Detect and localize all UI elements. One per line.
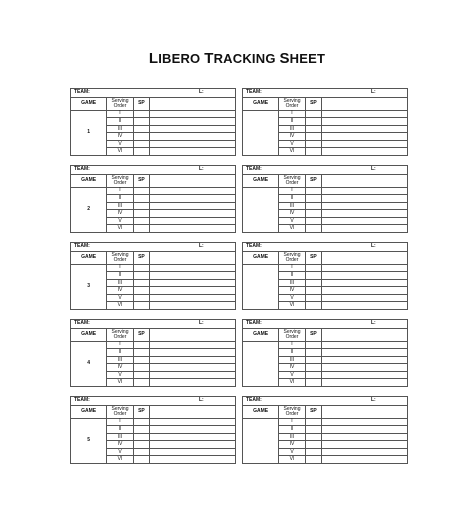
rotation-label: II — [107, 118, 133, 126]
blank-cell — [322, 405, 408, 418]
sp-cell[interactable] — [305, 287, 322, 295]
blank-cell — [150, 251, 236, 264]
sp-cell[interactable] — [133, 187, 150, 195]
sp-cell[interactable] — [305, 264, 322, 272]
entry-cell[interactable] — [322, 341, 408, 349]
game-label: GAME — [71, 405, 107, 418]
entry-cell[interactable] — [150, 133, 236, 141]
tracking-table-left — [70, 88, 236, 156]
team-label: TEAM: — [74, 320, 90, 326]
serving-order-label: Serving Order — [107, 328, 133, 341]
sp-cell[interactable] — [133, 125, 150, 133]
blank-cell — [150, 97, 236, 110]
rotation-label: I — [279, 187, 305, 195]
game-label: GAME — [71, 97, 107, 110]
serving-order-label: Serving Order — [107, 174, 133, 187]
entry-cell[interactable] — [150, 448, 236, 456]
sp-cell[interactable] — [305, 341, 322, 349]
sp-cell[interactable] — [305, 441, 322, 449]
rotation-label: IV — [107, 364, 133, 372]
rotation-label: IV — [279, 133, 305, 141]
game-number — [243, 187, 279, 232]
rotation-label: I — [279, 110, 305, 118]
rotation-label: V — [279, 371, 305, 379]
rotation-label: I — [107, 187, 133, 195]
rotation-label: I — [107, 341, 133, 349]
entry-cell[interactable] — [150, 217, 236, 225]
rotation-label: V — [107, 140, 133, 148]
game-label: GAME — [243, 328, 279, 341]
rotation-label: I — [279, 264, 305, 272]
entry-cell[interactable] — [322, 426, 408, 434]
team-header — [243, 166, 408, 175]
rotation-label: II — [279, 426, 305, 434]
sp-cell[interactable] — [305, 210, 322, 218]
sp-cell[interactable] — [133, 379, 150, 387]
serving-order-label: Serving Order — [279, 174, 305, 187]
game-number: 4 — [71, 341, 107, 386]
sp-cell[interactable] — [133, 133, 150, 141]
entry-cell[interactable] — [322, 133, 408, 141]
game-label: GAME — [71, 174, 107, 187]
tracking-table-right — [242, 396, 408, 464]
sp-cell[interactable] — [305, 349, 322, 357]
sp-cell[interactable] — [305, 448, 322, 456]
sp-label: SP — [133, 328, 150, 341]
rotation-label: II — [107, 195, 133, 203]
blank-cell — [322, 251, 408, 264]
entry-cell[interactable] — [322, 294, 408, 302]
entry-cell[interactable] — [150, 287, 236, 295]
tracking-table-left — [70, 165, 236, 233]
entry-cell[interactable] — [150, 210, 236, 218]
tracking-table-right — [242, 242, 408, 310]
entry-cell[interactable] — [322, 125, 408, 133]
sp-cell[interactable] — [305, 202, 322, 210]
tracking-grid — [70, 88, 408, 473]
game-number — [243, 264, 279, 309]
game-label: GAME — [243, 251, 279, 264]
rotation-label: III — [107, 202, 133, 210]
tracking-table-left — [70, 319, 236, 387]
team-header — [243, 397, 408, 406]
game-label: GAME — [71, 328, 107, 341]
entry-cell[interactable] — [322, 110, 408, 118]
entry-cell[interactable] — [150, 356, 236, 364]
entry-cell[interactable] — [322, 287, 408, 295]
rotation-label: V — [279, 448, 305, 456]
sp-label: SP — [133, 97, 150, 110]
rotation-label: V — [279, 217, 305, 225]
entry-cell[interactable] — [322, 364, 408, 372]
rotation-label: III — [279, 125, 305, 133]
blank-cell — [322, 174, 408, 187]
entry-cell[interactable] — [150, 294, 236, 302]
sp-cell[interactable] — [133, 140, 150, 148]
rotation-label: III — [279, 356, 305, 364]
rotation-label: I — [279, 341, 305, 349]
tracking-table-right — [242, 88, 408, 156]
rotation-label: II — [279, 195, 305, 203]
entry-cell[interactable] — [322, 225, 408, 233]
game-label: GAME — [243, 405, 279, 418]
sp-cell[interactable] — [305, 125, 322, 133]
team-header — [71, 243, 236, 252]
sp-cell[interactable] — [133, 279, 150, 287]
entry-cell[interactable] — [322, 264, 408, 272]
entry-cell[interactable] — [150, 456, 236, 464]
entry-cell[interactable] — [150, 140, 236, 148]
sp-cell[interactable] — [133, 426, 150, 434]
sp-cell[interactable] — [133, 272, 150, 280]
rotation-label: I — [107, 418, 133, 426]
entry-cell[interactable] — [150, 148, 236, 156]
team-header — [71, 397, 236, 406]
blank-cell — [150, 328, 236, 341]
team-label: TEAM: — [246, 320, 262, 326]
team-header — [71, 166, 236, 175]
sp-cell[interactable] — [133, 349, 150, 357]
rotation-label: VI — [107, 225, 133, 233]
libero-label: L: — [199, 166, 204, 172]
sp-cell[interactable] — [305, 272, 322, 280]
sp-label: SP — [305, 251, 322, 264]
sp-cell[interactable] — [305, 133, 322, 141]
team-label: TEAM: — [246, 166, 262, 172]
libero-label: L: — [199, 320, 204, 326]
sp-cell[interactable] — [133, 341, 150, 349]
entry-cell[interactable] — [322, 433, 408, 441]
game-number: 3 — [71, 264, 107, 309]
entry-cell[interactable] — [150, 379, 236, 387]
rotation-label: II — [107, 272, 133, 280]
team-header — [243, 243, 408, 252]
entry-cell[interactable] — [322, 140, 408, 148]
game-row — [70, 88, 408, 156]
sp-cell[interactable] — [133, 371, 150, 379]
sp-label: SP — [305, 328, 322, 341]
entry-cell[interactable] — [150, 195, 236, 203]
rotation-label: IV — [107, 133, 133, 141]
sp-cell[interactable] — [305, 418, 322, 426]
rotation-label: V — [279, 294, 305, 302]
entry-cell[interactable] — [322, 302, 408, 310]
tracking-table-right — [242, 165, 408, 233]
entry-cell[interactable] — [150, 341, 236, 349]
sp-label: SP — [133, 174, 150, 187]
sp-cell[interactable] — [133, 264, 150, 272]
sp-cell[interactable] — [305, 356, 322, 364]
entry-cell[interactable] — [150, 264, 236, 272]
rotation-label: IV — [279, 441, 305, 449]
entry-cell[interactable] — [322, 441, 408, 449]
game-row — [70, 396, 408, 464]
entry-cell[interactable] — [150, 279, 236, 287]
sp-cell[interactable] — [305, 379, 322, 387]
rotation-label: I — [107, 110, 133, 118]
rotation-label: II — [107, 426, 133, 434]
team-label: TEAM: — [246, 397, 262, 403]
sp-cell[interactable] — [133, 195, 150, 203]
sp-label: SP — [305, 97, 322, 110]
entry-cell[interactable] — [322, 356, 408, 364]
game-row — [70, 165, 408, 233]
serving-order-label: Serving Order — [279, 328, 305, 341]
sp-cell[interactable] — [133, 217, 150, 225]
sp-cell[interactable] — [133, 210, 150, 218]
serving-order-label: Serving Order — [107, 405, 133, 418]
game-number: 2 — [71, 187, 107, 232]
rotation-label: IV — [279, 364, 305, 372]
sp-cell[interactable] — [133, 302, 150, 310]
rotation-label: II — [279, 118, 305, 126]
entry-cell[interactable] — [150, 125, 236, 133]
entry-cell[interactable] — [322, 148, 408, 156]
blank-cell — [322, 97, 408, 110]
entry-cell[interactable] — [150, 418, 236, 426]
rotation-label: III — [107, 356, 133, 364]
entry-cell[interactable] — [150, 272, 236, 280]
rotation-label: IV — [107, 441, 133, 449]
team-label: TEAM: — [74, 397, 90, 403]
rotation-label: V — [107, 217, 133, 225]
sp-cell[interactable] — [133, 148, 150, 156]
entry-cell[interactable] — [150, 441, 236, 449]
libero-label: L: — [199, 89, 204, 95]
tracking-table-left — [70, 242, 236, 310]
game-number: 5 — [71, 418, 107, 463]
sp-cell[interactable] — [133, 202, 150, 210]
serving-order-label: Serving Order — [279, 97, 305, 110]
rotation-label: VI — [279, 379, 305, 387]
sp-cell[interactable] — [133, 294, 150, 302]
team-label: TEAM: — [246, 89, 262, 95]
libero-label: L: — [371, 320, 376, 326]
game-row — [70, 242, 408, 310]
team-label: TEAM: — [74, 166, 90, 172]
entry-cell[interactable] — [322, 118, 408, 126]
sp-cell[interactable] — [305, 294, 322, 302]
sp-cell[interactable] — [305, 225, 322, 233]
page-title: LIBERO TRACKING SHEET — [148, 50, 326, 67]
rotation-label: VI — [279, 456, 305, 464]
entry-cell[interactable] — [322, 202, 408, 210]
rotation-label: VI — [107, 456, 133, 464]
sp-cell[interactable] — [133, 441, 150, 449]
entry-cell[interactable] — [322, 195, 408, 203]
libero-label: L: — [199, 243, 204, 249]
rotation-label: V — [107, 294, 133, 302]
rotation-label: VI — [279, 302, 305, 310]
entry-cell[interactable] — [150, 110, 236, 118]
rotation-label: III — [279, 433, 305, 441]
rotation-label: V — [107, 448, 133, 456]
sp-cell[interactable] — [133, 118, 150, 126]
game-number — [243, 110, 279, 155]
rotation-label: VI — [107, 148, 133, 156]
entry-cell[interactable] — [150, 364, 236, 372]
sp-cell[interactable] — [133, 110, 150, 118]
game-label: GAME — [243, 174, 279, 187]
game-row — [70, 319, 408, 387]
entry-cell[interactable] — [322, 272, 408, 280]
rotation-label: III — [107, 279, 133, 287]
rotation-label: V — [107, 371, 133, 379]
sp-cell[interactable] — [305, 118, 322, 126]
entry-cell[interactable] — [150, 118, 236, 126]
entry-cell[interactable] — [322, 187, 408, 195]
sp-cell[interactable] — [133, 456, 150, 464]
team-header — [71, 89, 236, 98]
rotation-label: III — [279, 202, 305, 210]
serving-order-label: Serving Order — [107, 97, 133, 110]
rotation-label: VI — [107, 379, 133, 387]
sp-label: SP — [305, 174, 322, 187]
blank-cell — [150, 405, 236, 418]
rotation-label: II — [107, 349, 133, 357]
sp-cell[interactable] — [305, 371, 322, 379]
sp-cell[interactable] — [305, 217, 322, 225]
sp-cell[interactable] — [305, 187, 322, 195]
sp-cell[interactable] — [133, 364, 150, 372]
team-label: TEAM: — [246, 243, 262, 249]
entry-cell[interactable] — [150, 349, 236, 357]
game-number: 1 — [71, 110, 107, 155]
sp-cell[interactable] — [133, 448, 150, 456]
rotation-label: VI — [107, 302, 133, 310]
libero-label: L: — [371, 166, 376, 172]
game-label: GAME — [243, 97, 279, 110]
tracking-table-left — [70, 396, 236, 464]
entry-cell[interactable] — [150, 225, 236, 233]
sp-cell[interactable] — [305, 426, 322, 434]
entry-cell[interactable] — [150, 187, 236, 195]
libero-label: L: — [371, 243, 376, 249]
entry-cell[interactable] — [322, 379, 408, 387]
sp-cell[interactable] — [305, 279, 322, 287]
sp-cell[interactable] — [305, 110, 322, 118]
rotation-label: I — [107, 264, 133, 272]
tracking-table-right — [242, 319, 408, 387]
serving-order-label: Serving Order — [107, 251, 133, 264]
sp-cell[interactable] — [133, 433, 150, 441]
entry-cell[interactable] — [150, 426, 236, 434]
team-header — [71, 320, 236, 329]
sp-cell[interactable] — [133, 356, 150, 364]
entry-cell[interactable] — [322, 448, 408, 456]
team-header — [243, 320, 408, 329]
entry-cell[interactable] — [322, 418, 408, 426]
entry-cell[interactable] — [322, 210, 408, 218]
rotation-label: IV — [107, 210, 133, 218]
sp-label: SP — [305, 405, 322, 418]
sp-label: SP — [133, 405, 150, 418]
rotation-label: V — [279, 140, 305, 148]
rotation-label: VI — [279, 148, 305, 156]
entry-cell[interactable] — [322, 279, 408, 287]
entry-cell[interactable] — [322, 349, 408, 357]
rotation-label: I — [279, 418, 305, 426]
rotation-label: II — [279, 349, 305, 357]
serving-order-label: Serving Order — [279, 405, 305, 418]
blank-cell — [150, 174, 236, 187]
blank-cell — [322, 328, 408, 341]
game-number — [243, 418, 279, 463]
rotation-label: III — [279, 279, 305, 287]
rotation-label: III — [107, 433, 133, 441]
game-number — [243, 341, 279, 386]
sp-cell[interactable] — [133, 418, 150, 426]
entry-cell[interactable] — [322, 217, 408, 225]
sp-cell[interactable] — [305, 364, 322, 372]
team-label: TEAM: — [74, 243, 90, 249]
sp-cell[interactable] — [305, 148, 322, 156]
serving-order-label: Serving Order — [279, 251, 305, 264]
rotation-label: IV — [279, 210, 305, 218]
libero-label: L: — [199, 397, 204, 403]
entry-cell[interactable] — [150, 433, 236, 441]
entry-cell[interactable] — [322, 456, 408, 464]
sp-cell[interactable] — [133, 287, 150, 295]
team-header — [243, 89, 408, 98]
sp-cell[interactable] — [305, 140, 322, 148]
rotation-label: VI — [279, 225, 305, 233]
sp-cell[interactable] — [305, 456, 322, 464]
rotation-label: IV — [279, 287, 305, 295]
entry-cell[interactable] — [322, 371, 408, 379]
game-label: GAME — [71, 251, 107, 264]
sp-cell[interactable] — [305, 302, 322, 310]
sp-label: SP — [133, 251, 150, 264]
rotation-label: III — [107, 125, 133, 133]
libero-label: L: — [371, 397, 376, 403]
sp-cell[interactable] — [133, 225, 150, 233]
rotation-label: II — [279, 272, 305, 280]
team-label: TEAM: — [74, 89, 90, 95]
libero-label: L: — [371, 89, 376, 95]
sp-cell[interactable] — [305, 195, 322, 203]
entry-cell[interactable] — [150, 371, 236, 379]
sp-cell[interactable] — [305, 433, 322, 441]
rotation-label: IV — [107, 287, 133, 295]
entry-cell[interactable] — [150, 202, 236, 210]
entry-cell[interactable] — [150, 302, 236, 310]
